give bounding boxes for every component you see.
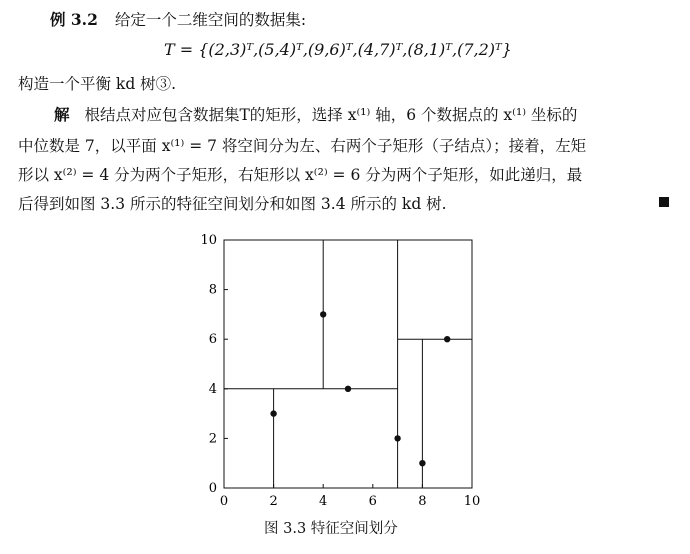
data-point	[419, 460, 425, 466]
solution-label: 解	[54, 105, 70, 124]
x-tick-label: 2	[269, 494, 278, 509]
solution-line-3: 形以 x⁽²⁾ = 4 分为两个子矩形，右矩形以 x⁽²⁾ = 6 分为两个子矩形，如此递归，最	[18, 166, 583, 184]
x-tick-label: 6	[368, 494, 377, 509]
data-point	[320, 311, 326, 317]
example-label: 例 3.2	[50, 10, 98, 29]
y-tick-label: 2	[208, 431, 217, 447]
x-tick-label: 4	[319, 494, 328, 509]
x-tick-label: 8	[418, 494, 427, 509]
y-tick-label: 0	[208, 481, 217, 496]
figure-caption: 图 3.3 特征空间划分	[264, 521, 398, 537]
y-tick-label: 8	[208, 282, 217, 298]
data-point	[394, 435, 400, 441]
example-header	[50, 8, 306, 30]
y-tick-label: 4	[208, 381, 217, 397]
data-point	[270, 410, 276, 416]
data-point	[345, 386, 351, 392]
y-tick-label: 10	[200, 233, 217, 248]
solution-line-1: 解 根结点对应包含数据集T的矩形，选择 x⁽¹⁾ 轴，6 个数据点的 x⁽¹⁾ 坐标的	[54, 105, 578, 124]
plot-area	[200, 233, 480, 509]
data-point	[444, 336, 450, 342]
x-tick-label: 10	[463, 494, 481, 509]
solution-line-4: 后得到如图 3.3 所示的特征空间划分和如图 3.4 所示的 kd 树.	[18, 195, 447, 213]
plot-frame	[224, 240, 472, 488]
feature-space-partition-chart	[190, 226, 500, 536]
x-tick-label: 0	[219, 494, 229, 509]
y-tick-label: 6	[208, 332, 217, 348]
qed-square-icon	[659, 197, 669, 207]
dataset-formula: T = {(2,3)ᵀ,(5,4)ᵀ,(9,6)ᵀ,(4,7)ᵀ,(8,1)ᵀ,(7,2)ᵀ}	[164, 40, 512, 59]
task-line: 构造一个平衡 kd 树③.	[18, 75, 177, 93]
solution-line-2: 中位数是 7，以平面 x⁽¹⁾ = 7 将空间分为左、右两个子矩形（子结点）；接着，左矩	[18, 137, 587, 155]
example-intro: 给定一个二维空间的数据集:	[114, 11, 307, 29]
